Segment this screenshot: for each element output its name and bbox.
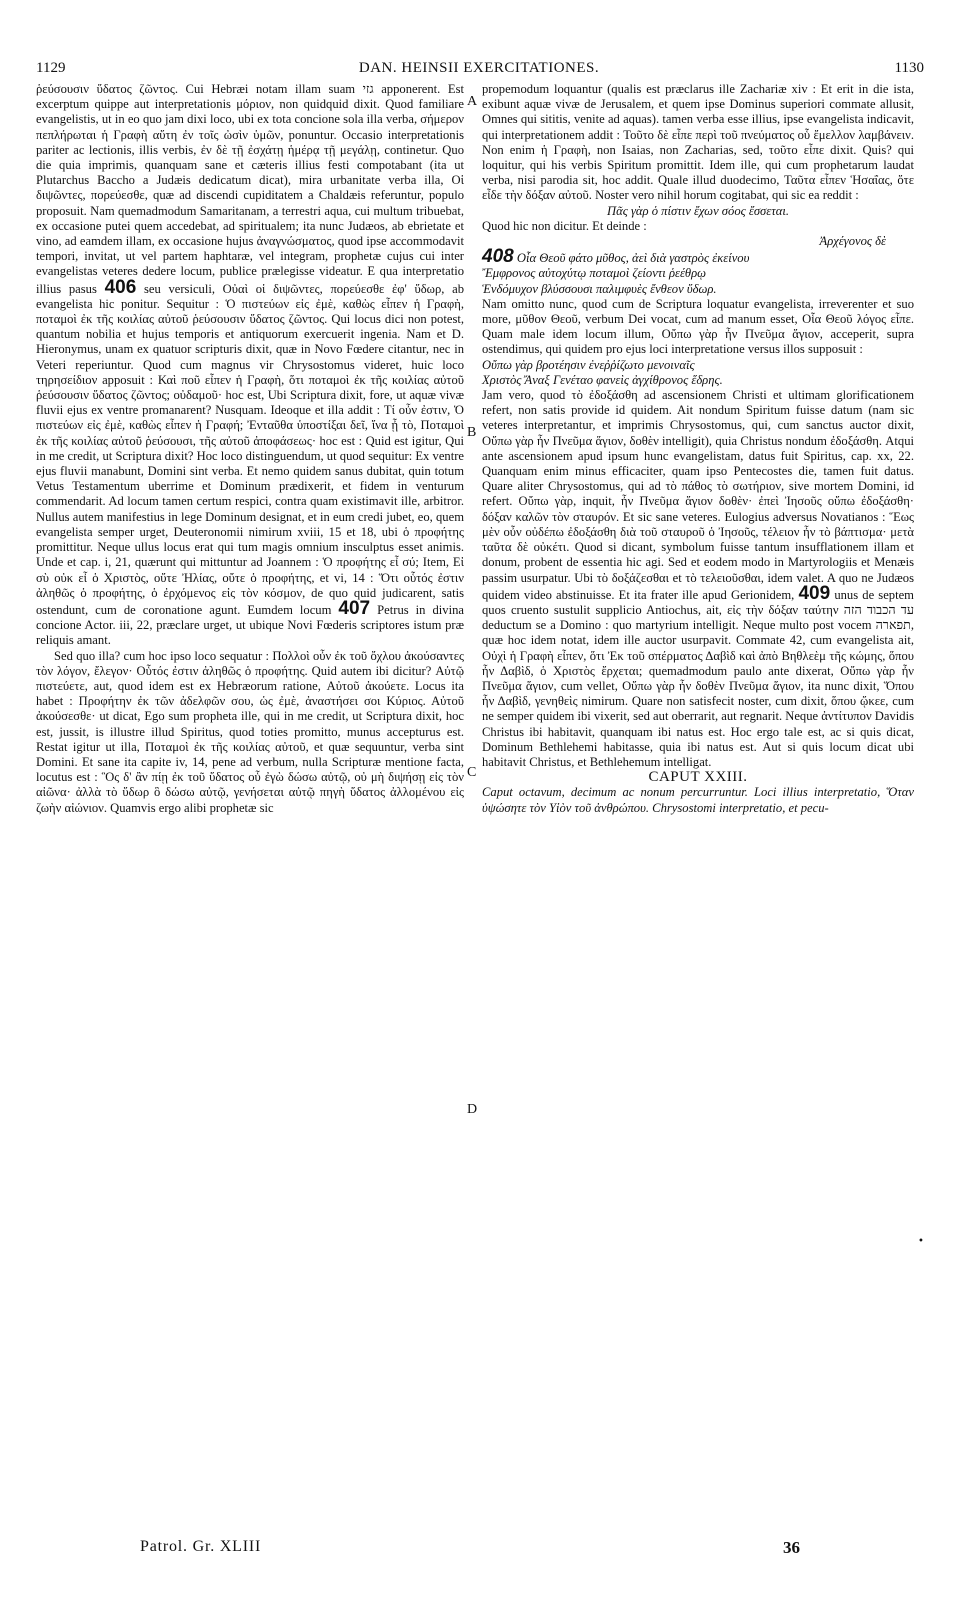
footer-signature: 36 — [783, 1538, 800, 1557]
verse-line-2d: Ἑνδόμυχον βλύσσουσι παλιμφυὲς ἔνθεον ὕδωρ. — [482, 281, 717, 296]
chapter-title: CAPUT XXIII. — [648, 769, 748, 786]
right-paragraph-4-cont: unus de septem quos cruento sustulit supplicio Antiochus, ait, εἰς τὴν δόξαν ταύτην עד הכבוד הזה deductum se a Domino : quo martyrium intelligit. Neque multo post vocem תפארה, quæ hoc idem notat, idem ille auctor usurpavit. Commate 42, cum evangelista ait, Οὐχὶ ἡ Γραφὴ εἶπεν, ὅτι Ἐκ τοῦ σπέρματος Δαβὶδ καὶ ἀπὸ Βηθλεὲμ τῆς κώμης, ὅπου ἦν Δαβὶδ, ὁ Χριστὸς ἔρχεται; quemadmodum paulo ante dixerat, Οὔπω γὰρ ἦν Πνεῦμα ἅγιον, cum vellet, Οὔπω γὰρ ἦν δοθὲν Πνεῦμα ἅγιον, ita nunc dixit, Ὅπου ἦν Δαβὶδ, γενηθεὶς nimirum. Quare non satisfecit noster, cum dixit, ὅπου ᾤκεε, cum ne semper quidem ibi vixerit, sed aut oberrarit, aut regnarit. Neque ἀντίτυπον Davidis Christus ibi habitavit, quanquam ibi natus est. Hoc ergo tale est, ac si quis dicat, Dominum Bethlehemi habitasse, quia ibi natus est. Aut si quis locum dicat ubi habitavit Christus, et Bethlehemum intelligat. — [482, 587, 914, 769]
right-paragraph-2: Quod hic non dicitur. Et deinde : — [482, 218, 647, 233]
column-number-409: 409 — [798, 582, 831, 604]
column-number-406: 406 — [104, 276, 137, 298]
left-paragraph-1: ῥεύσουσιν ὕδατος ζῶντος. Cui Hebræi notam illam suam גזי apponerent. Est excerptum quippe aut interpretationis μόριον, non quidquid dixit. Quod familiare evangelistis, ut in eo quo jam dixi loco, ubi ex tota concione sola illa verba, σήμερον πεπλήρωται ἡ Γραφὴ αὕτη ἐν τοῖς ὠσὶν ὑμῶν, ponuntur. Occasio interpretationis pariter ac lectionis, illis verbis, ἐν δὲ τῇ ἐσχάτῃ ἡμέρᾳ τῇ μεγάλῃ, continetur. Quo die quia imprimis, quanquam sane et cæteris illius festi compotabant (ita ut Plutarchus Baccho a Judæis dedicatum dicat), mira urbanitate verba illa, Οἱ διψῶντες, πορεύεσθε, quæ ad discendi cupiditatem a Chaldæis referuntur, populo proposuit. Nam quemadmodum Samaritanam, a terrestri aqua, cui multum tribuebat, ex occasione putei quem accedebat, ad spiritualem; ita nunc Judæos, ab ebrietate et vino, ad eamdem illam, ex occasione hujus ἀναγνώσματος, quod ipse accommodavit tempori, invitat, ut vel partem haphtaræ, vel integram, prophetæ cujus cui inter evangelistas veteres dedere locum, publice prælegisse videatur. E qua interpretatio illius pasus — [36, 82, 464, 296]
verse-line-2c: Ἔμφρονος αὐτοχύτῳ ποταμοὶ ζείοντι ῥεέθρῳ — [482, 266, 707, 281]
left-paragraph-1-end: Petrus in divina concione Actor. iii, 22, præclare urget, ut ubique Novi Fœderis scriptores istum præ reliquis amant. — [36, 602, 464, 648]
page-number-left: 1129 — [36, 60, 66, 76]
right-paragraph-3: Nam omitto nunc, quod cum de Scriptura loquatur evangelista, irreverenter et suo more, μῦθον Θεοῦ, verbum Dei vocat, cum ad manum esset, Οἷα Θεοῦ λόγος εἶπε. Quam male idem locum illum, Οὔπω γὰρ ἦν Πνεῦμα ἅγιον, acceperit, supra ostendimus, qui quidem pro ejus loci interpretatione versus illos supposuit : — [482, 296, 914, 357]
verse-line-2b: Οἷα Θεοῦ φάτο μῦθος, ἀεὶ διὰ γαστρὸς ἐκείνου — [516, 251, 750, 266]
running-title: DAN. HEINSII EXERCITATIONES. — [358, 60, 600, 76]
verse-line-2a: Ἀρχέγονος δὲ — [819, 234, 886, 249]
left-paragraph-2: Sed quo illa? cum hoc ipso loco sequatur : Πολλοὶ οὖν ἐκ τοῦ ὄχλου ἀκούσαντες τὸν λόγον, ἔλεγον· Οὗτός ἐστιν ἀληθῶς ὁ προφήτης. Quid autem ibi dicitur? Αὐτῷ πιστεύετε, aut, quod idem est ex Hebræorum ratione, Αὐτοῦ ἀκούετε. Locus ita habet : Προφήτην ἐκ τῶν ἀδελφῶν σου, ὡς ἐμὲ, ἀναστήσει σοι Κύριος. Αὐτοῦ ἀκούσεσθε· ut dicat, Ego sum propheta ille, qui in me credit, ut Scriptura dixit, hoc est, jussit, is illustre illud Spiritus, quod toties promitto, munus accepturus est. Restat igitur ut illa, Ποταμοὶ ἐκ τῆς κοιλίας αὐτοῦ, et quæ sequuntur, verba sint Domini. Et sane ita capite iv, 14, pene ad verbum, nulla Scripturæ mentione facta, locutus est : Ὃς δ' ἂν πίῃ ἐκ τοῦ ὕδατος οὗ ἐγὼ δώσω αὐτῷ, οὐ μὴ διψήσῃ εἰς τὸν αἰῶνα· ἀλλὰ τὸ ὕδωρ ὃ δώσω αὐτῷ, γενήσεται αὐτῷ πηγὴ ὕδατος ἀλλομένου εἰς ζωὴν αἰώνιον. Quamvis ergo alibi prophetæ sic — [36, 648, 464, 815]
verse-line-1: Πᾶς γὰρ ὁ πίστιν ἔχων σόος ἔσσεται. — [607, 203, 789, 218]
column-number-408: 408 — [482, 246, 514, 268]
margin-letter-b: B — [467, 425, 477, 440]
left-column — [36, 82, 464, 816]
footer-volume: Patrol. Gr. XLIII — [140, 1538, 262, 1555]
page-number-right: 1130 — [894, 60, 924, 76]
right-paragraph-1: propemodum loquantur (qualis est præclarus ille Zachariæ xiv : Et erit in die ista, exibunt aquæ vivæ de Jerusalem, et quem ipse Dominus superiori commate allusit, Omnes qui sititis, venite ad aquas). tamen verba esse illius, ipse evangelista indicavit, qui interpretationem addit : Τοῦτο δὲ εἶπε περὶ τοῦ πνεύματος οὗ ἔμελλον λαμβάνειν. Non enim ἡ Γραφὴ, non Isaias, non Zacharias, sed, τοῦτο εἶπε dixit. Quis? qui loquitur, qui his verbis Spiritum promittit. Idem ille, qui cum prophetarum laudat verba, nisi parodia sit, hoc addit. Quale illud duodecimo, Ταῦτα εἶπεν Ἡσαΐας, ὅτε εἶδε τὴν δόξαν αὐτοῦ. Noster vero nihil horum cogitabat, qui sic ea reddit : — [482, 82, 914, 203]
right-paragraph-4: Jam vero, quod τὸ ἐδοξάσθη ad ascensionem Christi et ultimam glorificationem refert, non satis provide id quidem. Ait nondum Spiritum fuisse datum (nam sic veteres interpretantur, et imprimis Chrysostomus, qui, cum sanctus auctor dixit, Οὔπω γὰρ ἦν Πνεῦμα ἅγιον, δοθὲν intelligit), quia Christus nondum ἐδοξάσθη. Atqui ante ascensionem apud ipsum hunc evangelistam, datus fuit Spiritus, cap. xx, 22. Quanquam enim minus efficaciter, quam ipso Pentecostes die, tamen fuit datus. Quare aliter Chrysostomus, qui ad τὸ πάθος τὸ σωτήριον, sive mortem Domini, id refert. Οὔπω γὰρ, inquit, ἦν Πνεῦμα ἅγιον δοθὲν· ἐπεὶ Ἰησοῦς οὔπω ἐδοξάσθη· δόξαν καλῶν τὸν σταυρόν. Et sic sane veteres. Eulogius adversus Novatianos : Ἕως μὲν οὖν οὐδέπω ἐδοξάσθη διὰ τοῦ σταυροῦ ὁ Ἰησοῦς, τέλειον ἦν τὸ βάπτισμα· μετὰ ταῦτα δὲ οὐκέτι. Quod si dicant, symbolum fuisse tantum insufflationem illam et donum, probent de essentia hic agi. Sed et eodem modo in Martyrologiis et Menæis passim usurpatur. Ubi τὸ δοξάζεσθαι et τὸ τελειοῦσθαι, idem valet. A quo ne Judæos quidem video abstinuisse. Et ita frater ille apud Gerionidem, — [482, 388, 914, 602]
verse-line-3b: Χριστὸς Ἄναξ Γενέταο φανεὶς ἀγχίθρονος ἕδρης. — [482, 372, 723, 387]
left-paragraph-1-cont: seu versiculi, Οὐαὶ οἱ διψῶντες, πορεύεσθε ἐφ' ὕδωρ, ab evangelista hic ponitur. Sequitur : Ὁ πιστεύων εἰς ἐμὲ, καθὼς εἶπεν ἡ Γραφὴ, ποταμοὶ ἐκ τῆς κοιλίας αὐτοῦ ῥεύσουσιν ὕδατος ζῶντος. Qui locus dici non potest, quantum nobilia et hujus temporis et antiquorum exercuerit ingenia. Nam et D. Hieronymus, unam ex quatuor scripturis dixit, quæ in Novo Fœdere citantur, nec in Veteri reperiuntur. Quod cum magnus vir Chrysostomus videret, huic loco τηρησείδιον apposuit : Καὶ ποῦ εἶπεν ἡ Γραφὴ, ὅτι ποταμοὶ ἐκ τῆς κοιλίας αὐτοῦ ῥεύσουσιν ὕδατος ζῶντος; οὐδαμοῦ· hoc est, Ubi Scriptura dixit, fore, ut aquæ vivæ fluvii ejus ex ventre promanarent? Nusquam. Ideoque et illa addit : Τί οὖν ἐστιν, Ὁ πιστεύων εἰς ἐμὲ, καθὼς εἶπεν ἡ Γραφή; Ἐνταῦθα ὑποστίξαι δεῖ, ἵνα ᾖ τὸ, Ποταμοὶ ἐκ τῆς κοιλίας αὐτοῦ ῥεύσουσι, τῆς αὐτοῦ ἀποφάσεως· hoc est : Quid est igitur, Qui in me credit, ut Scriptura dixit? Hoc loco distinguendum, ut quod sequitur: Ex ventre ejus fluvii manabunt, Domini sint verba. Et nemo quidem sanus dubitat, quin totum Vetus Testamentum uberrime et Dominum prædixerit, et fidem in venturum commendarit. Ad locum tamen certum respici, contra quam existimavit ille, arbitror. Nullus autem manifestius in lege Dominum designat, et in eum credi jubet, eo, quem evangelista semper urget, Deuteronomii nimirum xviii, 15 et 18, ubi ὁ προφήτης promittitur. Neque ullus locus erat qui tum magis omnium insculptus esset animis. Unde et cap. i, 21, quærunt qui mittuntur ad Joannem : Ὁ προφήτης εἶ σύ; Item, Εἰ σὺ οὐκ εἶ ὁ Χριστὸς, οὔτε Ἠλίας, οὔτε ὁ προφήτης, et vi, 14 : Ὅτι οὗτός ἐστιν ἀληθῶς ὁ προφήτης, ὁ ἐρχόμενος εἰς τὸν κόσμον, de quo quid judicarent, satis ostendunt, cum de coronatione agunt. Eumdem locum — [36, 281, 464, 617]
running-header — [0, 60, 958, 84]
right-column — [482, 82, 914, 816]
asterisk-mark: • — [918, 1236, 924, 1247]
verse-line-3a: Οὔπω γὰρ βροτέησιν ἐνεῤῥίζωτο μενοιναῖς — [482, 357, 695, 372]
margin-letter-c: C — [467, 765, 477, 780]
chapter-argument: Caput octavum, decimum ac nonum percurruntur. Loci illius interpretatio, Ὅταν ὑψώσητε τὸν Υἱὸν τοῦ ἀνθρώπου. Chrysostomi interpretatio, et pecu- — [482, 785, 914, 815]
margin-letter-d: D — [467, 1102, 478, 1117]
column-number-407: 407 — [338, 597, 371, 619]
margin-letter-a: A — [467, 94, 478, 109]
